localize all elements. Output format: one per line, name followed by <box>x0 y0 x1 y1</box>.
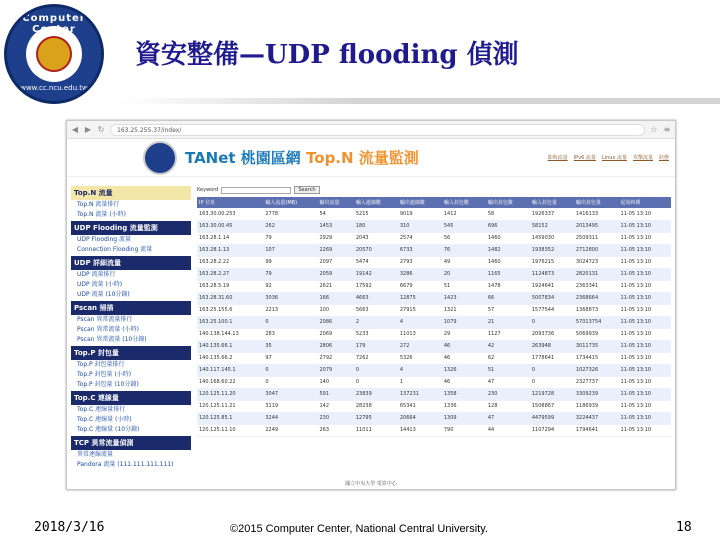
slide-copyright: ©2015 Computer Center, National Central University. <box>230 523 488 535</box>
computer-center-logo <box>4 4 104 104</box>
search-button[interactable]: Search <box>294 186 319 194</box>
table-cell: 28238 <box>354 400 398 412</box>
table-cell: 3047 <box>263 388 317 400</box>
table-cell: 1416133 <box>574 208 619 220</box>
sidebar-item[interactable]: UDP 流量排行 <box>71 270 191 280</box>
table-row[interactable] <box>197 400 671 412</box>
table-cell: 1482 <box>486 244 530 256</box>
table-cell: 47 <box>486 376 530 388</box>
table-row[interactable] <box>197 388 671 400</box>
table-cell: 1027326 <box>574 364 619 376</box>
table-cell: 11-05 13:10 <box>619 376 671 388</box>
table-cell: 230 <box>317 412 353 424</box>
table-cell: 2509311 <box>574 232 619 244</box>
table-cell: 0 <box>263 364 317 376</box>
table-cell: 1124873 <box>530 268 574 280</box>
table-cell: 137231 <box>398 388 442 400</box>
banner-title <box>185 147 419 168</box>
banner-links <box>548 154 675 161</box>
table-cell: 545 <box>442 220 486 232</box>
table-cell: 11-05 13:10 <box>619 232 671 244</box>
table-cell: 1309 <box>442 412 486 424</box>
table-cell: 62 <box>486 352 530 364</box>
table-cell: 2093736 <box>530 328 574 340</box>
table-cell: 12795 <box>354 412 398 424</box>
table-cell: 23839 <box>354 388 398 400</box>
table-cell: 57 <box>486 304 530 316</box>
table-cell: 140.135.66.1 <box>197 340 263 352</box>
table-cell: 79 <box>263 232 317 244</box>
table-cell: 1926337 <box>530 208 574 220</box>
table-cell: 1 <box>398 376 442 388</box>
table-cell: 4 <box>398 316 442 328</box>
table-cell: 263 <box>317 424 353 436</box>
table-cell: 0 <box>530 316 574 328</box>
sidebar-section-title: UDP Flooding 流量監測 <box>71 221 191 235</box>
table-cell: 2793 <box>398 256 442 268</box>
table-cell: 76 <box>442 244 486 256</box>
logo-bottom-text: www.cc.ncu.edu.tw <box>20 84 88 92</box>
table-cell: 57013754 <box>574 316 619 328</box>
table-cell: 2621 <box>317 280 353 292</box>
table-cell: 3119 <box>263 400 317 412</box>
table-cell: 2929 <box>317 232 353 244</box>
table-row[interactable] <box>197 208 671 220</box>
column-header[interactable]: 輸出流量 <box>317 197 353 208</box>
table-cell: 11-05 13:10 <box>619 208 671 220</box>
slide-page-number: 18 <box>676 520 692 535</box>
table-cell: 163.25.155.6 <box>197 304 263 316</box>
table-cell: 9019 <box>398 208 442 220</box>
table-cell: 5474 <box>354 256 398 268</box>
table-cell: 2792 <box>317 352 353 364</box>
sidebar-item[interactable]: UDP 流量 (小時) <box>71 280 191 290</box>
table-cell: 2043 <box>354 232 398 244</box>
table-cell: 11-05 13:10 <box>619 292 671 304</box>
sidebar-item[interactable]: Pandora 流量 (111.111.111.111) <box>71 460 191 470</box>
table-cell: 140.135.66.2 <box>197 352 263 364</box>
table-cell: 3036 <box>263 292 317 304</box>
table-cell: 51 <box>442 280 486 292</box>
main-panel <box>197 185 671 470</box>
table-row[interactable] <box>197 376 671 388</box>
sidebar-section-title: UDP 詳細流量 <box>71 256 191 270</box>
table-cell: 1186939 <box>574 400 619 412</box>
table-row[interactable] <box>197 304 671 316</box>
table-cell: 2069 <box>317 328 353 340</box>
table-cell: 49 <box>442 256 486 268</box>
banner-link[interactable]: 狀態 <box>658 155 669 161</box>
sidebar-item[interactable]: UDP Flooding 流量 <box>71 235 191 245</box>
sidebar-section-title: TCP 異常流量偵測 <box>71 436 191 450</box>
table-cell: 163.28.5.19 <box>197 280 263 292</box>
sidebar-item[interactable]: Top.P 封包量 (10分鐘) <box>71 380 191 390</box>
table-cell: 79 <box>263 268 317 280</box>
table-cell: 100 <box>317 304 353 316</box>
table-cell: 1938352 <box>530 244 574 256</box>
column-header[interactable]: 輸出封包數 <box>486 197 530 208</box>
table-cell: 11-05 13:10 <box>619 388 671 400</box>
table-cell: 11-05 13:10 <box>619 352 671 364</box>
table-cell: 19142 <box>354 268 398 280</box>
table-cell: 2213 <box>263 304 317 316</box>
table-cell: 1107294 <box>530 424 574 436</box>
site-banner <box>67 139 675 177</box>
table-cell: 140.138.144.13 <box>197 328 263 340</box>
table-row[interactable] <box>197 256 671 268</box>
table-cell: 5007834 <box>530 292 574 304</box>
table-cell: 44 <box>486 424 530 436</box>
banner-link[interactable]: 即時流量 <box>547 155 568 161</box>
table-cell: 42 <box>486 340 530 352</box>
table-cell: 1460 <box>486 256 530 268</box>
table-cell: 2013495 <box>574 220 619 232</box>
table-cell: 2086 <box>317 316 353 328</box>
table-cell: 1165 <box>486 268 530 280</box>
table-cell: 140.168.60.22 <box>197 376 263 388</box>
table-cell: 163.28.2.27 <box>197 268 263 280</box>
table-cell: 29 <box>442 328 486 340</box>
star-icon[interactable]: ☆ <box>650 125 658 134</box>
table-row[interactable] <box>197 364 671 376</box>
slide-title: 資安整備—UDP flooding 偵測 <box>135 40 519 70</box>
table-cell: 140.117.145.1 <box>197 364 263 376</box>
table-cell: 11011 <box>354 424 398 436</box>
table-cell: 0 <box>354 376 398 388</box>
sidebar-item[interactable]: Top.C 連線量 (10分鐘) <box>71 425 191 435</box>
table-cell: 4479599 <box>530 412 574 424</box>
table-cell: 51 <box>486 364 530 376</box>
table-cell: 2327737 <box>574 376 619 388</box>
table-cell: 99 <box>263 256 317 268</box>
table-cell: 0 <box>530 364 574 376</box>
table-cell: 128 <box>486 400 530 412</box>
column-header[interactable]: 起始時間 <box>619 197 671 208</box>
page-content <box>67 185 675 470</box>
table-cell: 1336 <box>442 400 486 412</box>
sidebar-item[interactable]: 異常連線流量 <box>71 450 191 460</box>
table-cell: 54 <box>317 208 353 220</box>
table-cell: 2778 <box>263 208 317 220</box>
reload-icon[interactable]: ↻ <box>97 125 105 134</box>
table-cell: 2249 <box>263 424 317 436</box>
table-cell: 6679 <box>398 280 442 292</box>
table-cell: 0 <box>354 364 398 376</box>
table-cell: 163.28.1.13 <box>197 244 263 256</box>
table-cell: 263948 <box>530 340 574 352</box>
traffic-table <box>197 197 671 437</box>
table-cell: 11-05 13:10 <box>619 424 671 436</box>
sidebar-item[interactable]: Connection Flooding 流量 <box>71 245 191 255</box>
table-cell: 2806 <box>317 340 353 352</box>
table-cell: 1734415 <box>574 352 619 364</box>
sidebar-item[interactable]: Top.N 流量 (小時) <box>71 210 191 220</box>
table-cell: 179 <box>354 340 398 352</box>
table-cell: 58152 <box>530 220 574 232</box>
table-cell: 591 <box>317 388 353 400</box>
table-cell: 163.30.00.45 <box>197 220 263 232</box>
table-cell: 11-05 13:10 <box>619 256 671 268</box>
table-cell: 4 <box>398 364 442 376</box>
banner-title-suffix: Top.N 流量監測 <box>300 149 419 167</box>
table-cell: 56 <box>442 232 486 244</box>
table-cell: 1577544 <box>530 304 574 316</box>
table-cell: 5069939 <box>574 328 619 340</box>
table-cell: 17592 <box>354 280 398 292</box>
table-cell: 11-05 13:10 <box>619 412 671 424</box>
sidebar-section-title: Top.C 連線量 <box>71 391 191 405</box>
table-cell: 1321 <box>442 304 486 316</box>
table-cell: 696 <box>486 220 530 232</box>
table-row[interactable] <box>197 352 671 364</box>
table-cell: 35 <box>263 340 317 352</box>
table-cell: 1326 <box>442 364 486 376</box>
table-cell: 5215 <box>354 208 398 220</box>
back-icon[interactable]: ◀ <box>71 125 79 134</box>
table-cell: 2574 <box>398 232 442 244</box>
sidebar-section-title: Pscan 掃描 <box>71 301 191 315</box>
forward-icon[interactable]: ▶ <box>84 125 92 134</box>
table-row[interactable] <box>197 244 671 256</box>
title-divider <box>118 98 720 104</box>
table-cell: 1459030 <box>530 232 574 244</box>
banner-link[interactable]: IPv6 流量 <box>573 155 596 161</box>
table-cell: 11-05 13:10 <box>619 304 671 316</box>
table-cell: 163.28.2.22 <box>197 256 263 268</box>
table-row[interactable] <box>197 316 671 328</box>
keyword-input[interactable] <box>221 187 291 194</box>
table-cell: 1358 <box>442 388 486 400</box>
column-header[interactable]: 輸入封包數 <box>442 197 486 208</box>
table-cell: 46 <box>442 340 486 352</box>
table-cell: 27915 <box>398 304 442 316</box>
table-cell: 7262 <box>354 352 398 364</box>
table-cell: 1508867 <box>530 400 574 412</box>
column-header[interactable]: 輸入連線數 <box>354 197 398 208</box>
table-cell: 262 <box>263 220 317 232</box>
table-cell: 11-05 13:10 <box>619 244 671 256</box>
table-row[interactable] <box>197 268 671 280</box>
table-cell: 790 <box>442 424 486 436</box>
table-cell: 11-05 13:10 <box>619 280 671 292</box>
sidebar-section-title: Top.P 封包量 <box>71 346 191 360</box>
column-header[interactable]: 輸出封包量 <box>574 197 619 208</box>
table-cell: 1460 <box>486 232 530 244</box>
table-cell: 163.28.31.60 <box>197 292 263 304</box>
table-cell: 66 <box>486 292 530 304</box>
table-cell: 2 <box>354 316 398 328</box>
table-cell: 3309239 <box>574 388 619 400</box>
table-cell: 2363341 <box>574 280 619 292</box>
table-row[interactable] <box>197 328 671 340</box>
table-cell: 0 <box>263 376 317 388</box>
table-cell: 97 <box>263 352 317 364</box>
table-cell: 107 <box>263 244 317 256</box>
table-cell: 1127 <box>486 328 530 340</box>
table-cell: 2059 <box>317 268 353 280</box>
table-cell: 21 <box>486 316 530 328</box>
screenshot-footer: 國立中央大學 電算中心 <box>345 481 397 487</box>
table-cell: 5663 <box>354 304 398 316</box>
sidebar-item[interactable]: Top.C 連線量 (小時) <box>71 415 191 425</box>
sidebar-item[interactable]: Top.N 流量排行 <box>71 200 191 210</box>
table-cell: 11-05 13:10 <box>619 268 671 280</box>
table-cell: 0 <box>530 376 574 388</box>
table-cell: 11-05 13:10 <box>619 400 671 412</box>
banner-title-prefix: TANet 桃園區網 <box>185 149 301 167</box>
sidebar-item[interactable]: UDP 流量 (10分鐘) <box>71 290 191 300</box>
table-cell: 11-05 13:10 <box>619 220 671 232</box>
table-cell: 180 <box>354 220 398 232</box>
table-cell: 20570 <box>354 244 398 256</box>
table-header-row <box>197 197 671 208</box>
column-header[interactable]: 輸入流量(MB) <box>263 197 317 208</box>
table-cell: 163.25.100.1 <box>197 316 263 328</box>
table-cell: 3286 <box>398 268 442 280</box>
breadcrumb <box>67 177 675 185</box>
table-cell: 2079 <box>317 364 353 376</box>
table-cell: 2712800 <box>574 244 619 256</box>
column-header[interactable]: 輸出連線數 <box>398 197 442 208</box>
table-cell: 92 <box>263 280 317 292</box>
logo-ring-text: Computer Center <box>22 13 86 35</box>
table-cell: 6733 <box>398 244 442 256</box>
keyword-search-row <box>197 186 671 194</box>
table-row[interactable] <box>197 340 671 352</box>
table-cell: 166 <box>317 292 353 304</box>
table-cell: 1423 <box>442 292 486 304</box>
table-cell: 5326 <box>398 352 442 364</box>
table-cell: 3011735 <box>574 340 619 352</box>
table-row[interactable] <box>197 412 671 424</box>
table-cell: 120.125.85.1 <box>197 412 263 424</box>
column-header[interactable]: 輸入封包量 <box>530 197 574 208</box>
sidebar-item[interactable]: Top.P 封包量 (小時) <box>71 370 191 380</box>
table-row[interactable] <box>197 232 671 244</box>
sidebar <box>71 185 191 470</box>
slide-date: 2018/3/16 <box>34 520 105 535</box>
table-cell: 2820131 <box>574 268 619 280</box>
table-cell: 5233 <box>354 328 398 340</box>
sidebar-item[interactable]: Pscan 異常流量 (10分鐘) <box>71 335 191 345</box>
banner-link[interactable]: 攻擊流量 <box>632 155 653 161</box>
table-row[interactable] <box>197 424 671 436</box>
table-cell: 20 <box>442 268 486 280</box>
sidebar-item[interactable]: Top.P 封包量排行 <box>71 360 191 370</box>
table-cell: 11-05 13:10 <box>619 364 671 376</box>
table-cell: 2269 <box>317 244 353 256</box>
table-row[interactable] <box>197 220 671 232</box>
table-cell: 11013 <box>398 328 442 340</box>
table-cell: 1976215 <box>530 256 574 268</box>
table-cell: 46 <box>442 376 486 388</box>
table-cell: 1778641 <box>530 352 574 364</box>
table-cell: 2097 <box>317 256 353 268</box>
table-row[interactable] <box>197 280 671 292</box>
table-cell: 142 <box>317 400 353 412</box>
table-cell: 1079 <box>442 316 486 328</box>
table-cell: 1368873 <box>574 304 619 316</box>
keyword-label: Keyword <box>197 187 219 193</box>
table-cell: 0 <box>263 316 317 328</box>
table-cell: 46 <box>442 352 486 364</box>
table-cell: 14413 <box>398 424 442 436</box>
banner-link[interactable]: Linux 流量 <box>601 155 627 161</box>
table-cell: 2368664 <box>574 292 619 304</box>
table-cell: 120.125.11.10 <box>197 424 263 436</box>
browser-toolbar <box>67 121 675 139</box>
table-cell: 1478 <box>486 280 530 292</box>
table-cell: 310 <box>398 220 442 232</box>
table-cell: 12875 <box>398 292 442 304</box>
sidebar-item[interactable]: Pscan 異常流量排行 <box>71 315 191 325</box>
address-bar[interactable]: 163.25.255.37/index/ <box>110 124 645 136</box>
embedded-browser-screenshot <box>66 120 676 490</box>
column-header[interactable]: IP 位址 <box>197 197 263 208</box>
tanet-logo-icon <box>143 141 177 175</box>
table-cell: 230 <box>486 388 530 400</box>
table-cell: 272 <box>398 340 442 352</box>
menu-icon[interactable]: ≡ <box>663 125 671 134</box>
table-cell: 3024723 <box>574 256 619 268</box>
table-cell: 163.30.00.253 <box>197 208 263 220</box>
table-cell: 1219728 <box>530 388 574 400</box>
table-cell: 1924641 <box>530 280 574 292</box>
logo-seal-icon <box>36 36 72 72</box>
table-cell: 1412 <box>442 208 486 220</box>
table-cell: 65341 <box>398 400 442 412</box>
table-cell: 163.28.1.14 <box>197 232 263 244</box>
table-cell: 11-05 13:10 <box>619 328 671 340</box>
table-cell: 1453 <box>317 220 353 232</box>
table-cell: 3244 <box>263 412 317 424</box>
sidebar-item[interactable]: Pscan 異常流量 (小時) <box>71 325 191 335</box>
table-cell: 3224437 <box>574 412 619 424</box>
table-cell: 120.125.11.20 <box>197 388 263 400</box>
sidebar-section-title: Top.N 流量 <box>71 186 191 200</box>
table-cell: 120.125.11.21 <box>197 400 263 412</box>
table-cell: 47 <box>486 412 530 424</box>
table-cell: 283 <box>263 328 317 340</box>
table-row[interactable] <box>197 292 671 304</box>
table-cell: 1794641 <box>574 424 619 436</box>
table-cell: 140 <box>317 376 353 388</box>
table-body <box>197 208 671 436</box>
table-cell: 11-05 13:10 <box>619 340 671 352</box>
table-cell: 4663 <box>354 292 398 304</box>
sidebar-item[interactable]: Top.C 連線量排行 <box>71 405 191 415</box>
table-cell: 20664 <box>398 412 442 424</box>
table-cell: 58 <box>486 208 530 220</box>
table-cell: 11-05 13:10 <box>619 316 671 328</box>
